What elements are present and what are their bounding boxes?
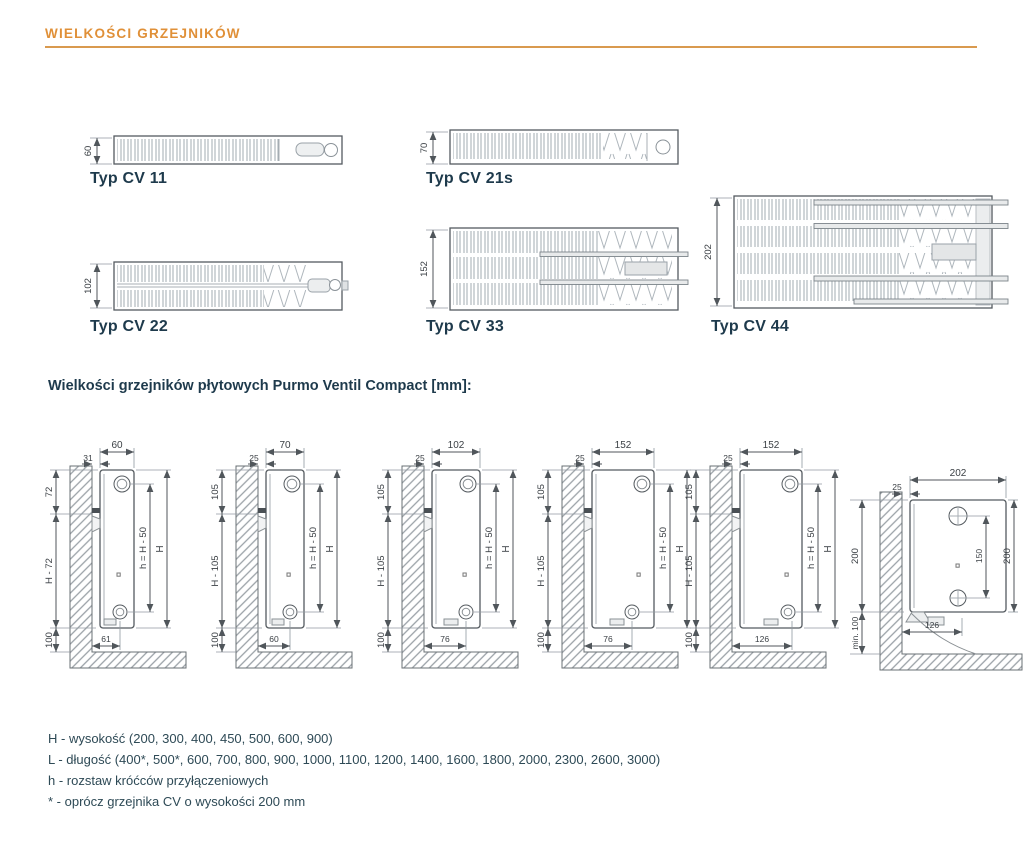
dim-middle: H - 105 — [684, 555, 695, 587]
radiator-body — [732, 470, 802, 628]
dim-bottom: 126 — [924, 620, 940, 630]
dim-middle: H - 105 — [210, 555, 221, 587]
dim-height: H — [325, 545, 336, 553]
dim-top-width: 102 — [447, 440, 465, 451]
dim-upper: 105 — [376, 484, 387, 500]
cv33-cross-section-drawing — [420, 224, 690, 314]
footnotes — [48, 731, 660, 815]
wall-bracket — [732, 508, 740, 513]
radiator-body — [424, 470, 480, 628]
end-strip — [976, 199, 990, 305]
cv44-side-view-drawing — [680, 424, 844, 692]
dim-lower: 100 — [376, 632, 387, 648]
wall-bracket — [424, 508, 432, 513]
cv44-type-label: Typ CV 44 — [711, 318, 789, 335]
cv44-detail-drawing — [840, 462, 1027, 690]
cv11-type-label: Typ CV 11 — [90, 170, 168, 187]
dim-wall-offset: 25 — [892, 482, 902, 492]
dim-wall-offset: 25 — [249, 453, 259, 463]
pipe — [540, 252, 688, 257]
wall-bracket — [258, 508, 266, 513]
dim-ports: h = H - 50 — [484, 527, 495, 569]
dim-top-width: 202 — [949, 468, 967, 479]
radiator-body — [258, 470, 304, 628]
tailpiece — [625, 262, 667, 275]
pipe — [814, 224, 1008, 229]
depth-dimension-label: 70 — [419, 142, 430, 154]
cv22-side-view-drawing — [372, 424, 536, 692]
dim-wall-offset: 25 — [575, 453, 585, 463]
dim-wall-offset: 25 — [723, 453, 733, 463]
cv21s-side-view-drawing — [206, 424, 370, 692]
dim-lower: 100 — [684, 632, 695, 648]
footnote-length: L - długość (400*, 500*, 600, 700, 800, 900, 1000, 1100, 1200, 1400, 1600, 1800, 2000, 2300, 2600, 3000) — [48, 752, 661, 767]
dim-wall-offset: 31 — [83, 453, 93, 463]
convector-pattern — [603, 133, 647, 159]
section-title: Wielkości grzejników płytowych Purmo Ventil Compact [mm]: — [48, 378, 472, 394]
footnote-height: H - wysokość (200, 300, 400, 450, 500, 600, 900) — [48, 731, 333, 746]
wall-bracket — [584, 508, 592, 513]
dim-top-width: 70 — [279, 440, 291, 451]
dim-middle: H - 105 — [376, 555, 387, 587]
cv21s-type-label: Typ CV 21s — [426, 170, 514, 187]
radiator-body — [584, 470, 654, 628]
footnote-port-spacing: h - rozstaw króćców przyłączeniowych — [48, 773, 269, 788]
dim-ports: h = H - 50 — [308, 527, 319, 569]
pipe — [540, 280, 688, 285]
cv22-cross-section-drawing — [84, 258, 350, 314]
dim-upper: 105 — [684, 484, 695, 500]
dim-bottom: 61 — [101, 634, 111, 644]
dim-wall-offset: 25 — [415, 453, 425, 463]
dim-top-width: 60 — [111, 440, 123, 451]
dim-upper: 105 — [210, 484, 221, 500]
dim-lower: 100 — [536, 632, 547, 648]
footnote-exception: * - oprócz grzejnika CV o wysokości 200 mm — [48, 794, 306, 809]
pipe — [814, 200, 1008, 205]
radiator-body — [92, 470, 134, 628]
cv11-side-view-drawing — [40, 424, 204, 692]
dim-left-height: 200 — [850, 548, 861, 564]
depth-dimension-label: 202 — [703, 244, 714, 260]
cv33-side-view-drawing — [532, 424, 696, 692]
dim-lower: 100 — [210, 632, 221, 648]
header-rule — [45, 46, 977, 48]
dim-ports: h = H - 50 — [138, 527, 149, 569]
dim-ports: 150 — [974, 548, 984, 564]
dim-height: H — [823, 545, 834, 553]
depth-dimension-label: 152 — [419, 261, 430, 277]
cv22-type-label: Typ CV 22 — [90, 318, 168, 335]
fin-pattern — [117, 139, 279, 161]
dim-top-width: 152 — [614, 440, 632, 451]
radiator-body — [906, 500, 1006, 654]
dim-middle: H - 105 — [536, 555, 547, 587]
pipe — [854, 299, 1008, 304]
dim-lower: 100 — [44, 632, 55, 648]
dim-ports: h = H - 50 — [658, 527, 669, 569]
tailpiece — [932, 244, 976, 260]
dim-bottom: 126 — [754, 634, 770, 644]
dim-height: H — [155, 545, 166, 553]
page-title: WIELKOŚCI GRZEJNIKÓW — [45, 26, 241, 41]
dim-bottom: 76 — [603, 634, 613, 644]
dim-height: 200 — [1002, 548, 1013, 564]
dim-bottom: 76 — [440, 634, 450, 644]
dim-upper: 72 — [44, 486, 55, 498]
dim-top-width: 152 — [762, 440, 780, 451]
cv33-type-label: Typ CV 33 — [426, 318, 504, 335]
dim-height: H — [675, 545, 686, 553]
side-tab — [342, 281, 348, 290]
dim-ports: h = H - 50 — [806, 527, 817, 569]
fin-pattern — [453, 133, 603, 159]
cv11-cross-section-drawing — [84, 132, 346, 170]
cv21s-cross-section-drawing — [420, 126, 682, 170]
depth-dimension-label: 102 — [83, 278, 94, 294]
wall-bracket — [92, 508, 100, 513]
depth-dimension-label: 60 — [83, 145, 94, 157]
dim-height: H — [501, 545, 512, 553]
dim-upper: 105 — [536, 484, 547, 500]
pipe — [814, 276, 1008, 281]
dim-bottom: 60 — [269, 634, 279, 644]
dim-left-clearance: min. 100 — [850, 616, 860, 650]
dim-middle: H - 72 — [44, 558, 55, 584]
cv44-cross-section-drawing — [704, 192, 1012, 312]
